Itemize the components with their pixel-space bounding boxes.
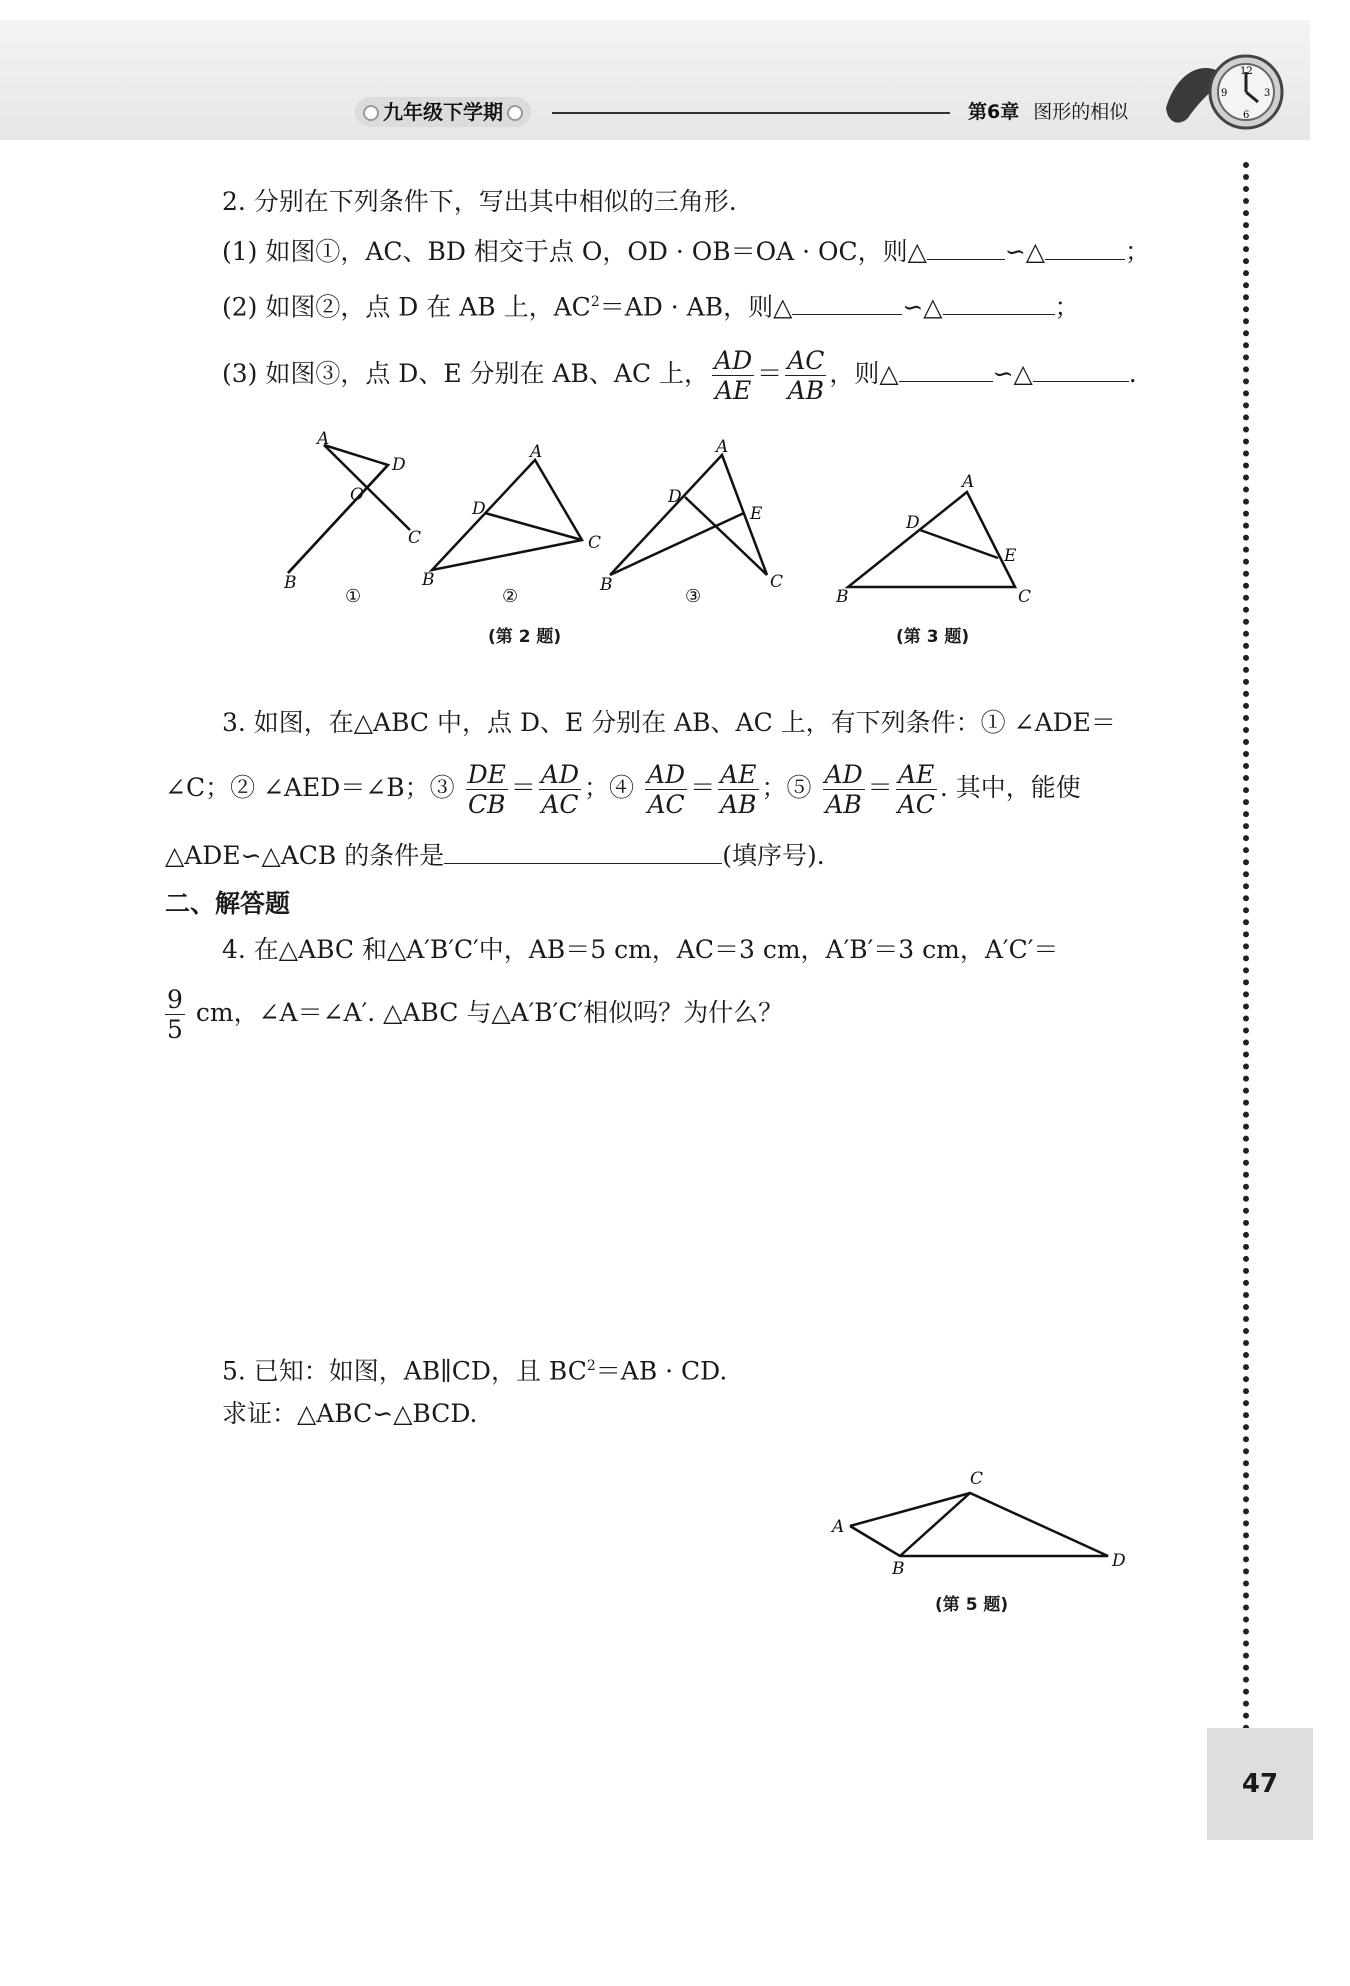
- q3-text: . 其中，能使: [939, 773, 1081, 802]
- q2-q3-figures: [270, 430, 1050, 630]
- fig2-triangle: [432, 460, 582, 570]
- frac-num: AD: [646, 760, 686, 789]
- fig3-line-be: [610, 513, 744, 575]
- svg-text:A: A: [962, 472, 975, 492]
- q3-caption: (第 3 题): [896, 627, 970, 647]
- fraction: [539, 760, 581, 819]
- q2-part3-text-b: ，则△: [829, 359, 899, 388]
- q5-line1: [222, 1346, 727, 1391]
- svg-text:A: A: [530, 442, 543, 462]
- answer-blank[interactable]: [444, 837, 722, 864]
- header-rule: [552, 112, 950, 114]
- fig1-line-a-d-b: [288, 445, 388, 573]
- svg-text:A: A: [832, 1517, 845, 1537]
- frac-den: AC: [541, 790, 579, 819]
- section-heading: 二、解答题: [165, 889, 291, 918]
- page-number: 47: [1207, 1728, 1313, 1840]
- q2-part3-text: (3) 如图③，点 D、E 分别在 AB、AC 上，: [222, 359, 710, 388]
- q3-line1: 3. 如图，在△ABC 中，点 D、E 分别在 AB、AC 上，有下列条件：① ∠ADE＝: [222, 708, 1116, 737]
- fraction: [785, 346, 826, 405]
- equals: ＝: [757, 359, 783, 388]
- svg-text:E: E: [1004, 546, 1017, 566]
- fraction: [823, 760, 865, 819]
- q3-text: △ADE∽△ACB 的条件是: [165, 841, 445, 870]
- frac-den: AC: [647, 790, 685, 819]
- q5-text: 5. 已知：如图，AB∥CD，且 BC: [222, 1356, 587, 1386]
- svg-text:D: D: [1112, 1551, 1126, 1571]
- answer-blank[interactable]: [792, 288, 902, 315]
- fraction: [645, 760, 687, 819]
- svg-text:D: D: [392, 455, 406, 475]
- svg-text:D: D: [906, 513, 920, 533]
- svg-text:O: O: [350, 485, 364, 505]
- similar-symbol: ∽△: [902, 292, 943, 322]
- chapter-number: 第6章: [968, 101, 1020, 123]
- similar-symbol: ∽△: [1004, 237, 1046, 266]
- svg-text:C: C: [408, 528, 422, 548]
- q4-line2: [165, 985, 783, 1044]
- svg-text:A: A: [716, 437, 729, 457]
- svg-text:9: 9: [1221, 88, 1228, 99]
- svg-text:3: 3: [1264, 88, 1271, 99]
- fig1-label: ①: [345, 586, 362, 607]
- fig3-label: ③: [685, 586, 702, 607]
- svg-text:B: B: [892, 1559, 905, 1579]
- frac-den: AB: [720, 790, 757, 819]
- q5-text: ＝AB · CD.: [595, 1356, 728, 1386]
- svg-text:6: 6: [1243, 110, 1250, 121]
- frac-den: CB: [467, 790, 506, 819]
- frac-num: DE: [467, 760, 506, 789]
- q2-part2-text-b: ＝AD · AB，则△: [599, 292, 793, 322]
- frac-den: AE: [714, 376, 752, 405]
- q2-title: 2. 分别在下列条件下，写出其中相似的三角形.: [222, 187, 737, 216]
- punct: .: [1128, 359, 1137, 388]
- svg-text:B: B: [600, 575, 613, 595]
- q3-text: (填序号).: [722, 841, 825, 870]
- svg-text:B: B: [836, 587, 849, 607]
- punct: ；: [1125, 237, 1151, 266]
- answer-blank[interactable]: [927, 233, 1005, 260]
- q3-triangle: [848, 492, 1015, 587]
- svg-text:A: A: [317, 430, 330, 449]
- fig1-line-db: [288, 465, 388, 573]
- superscript: 2: [590, 294, 600, 310]
- frac-den: AC: [897, 790, 935, 819]
- q5-quad: [850, 1493, 1108, 1556]
- fraction: [718, 760, 758, 819]
- frac-num: AE: [896, 760, 937, 790]
- answer-blank[interactable]: [1033, 355, 1129, 382]
- answer-blank[interactable]: [899, 355, 993, 382]
- frac-den: AB: [825, 790, 862, 819]
- chapter-label: [968, 97, 1128, 127]
- svg-text:D: D: [668, 487, 682, 507]
- frac-num: AE: [718, 760, 758, 790]
- punct: ；: [1054, 292, 1080, 322]
- fig2-label: ②: [502, 586, 519, 607]
- margin-dotted-line: [1243, 162, 1249, 1732]
- q3-text: ；⑤: [761, 773, 812, 802]
- q2-part1-text: (1) 如图①，AC、BD 相交于点 O，OD · OB＝OA · OC，则△: [222, 237, 927, 266]
- q3-line2: [165, 760, 1081, 819]
- pill-dot-left-icon: [363, 105, 379, 121]
- frac-num: AD: [714, 346, 753, 375]
- q5-line2: 求证：△ABC∽△BCD.: [222, 1399, 478, 1428]
- svg-text:C: C: [588, 533, 602, 553]
- answer-blank[interactable]: [943, 288, 1055, 315]
- svg-text:12: 12: [1240, 66, 1253, 77]
- fraction: [712, 346, 754, 405]
- svg-text:B: B: [284, 573, 297, 593]
- frac-num: AD: [824, 760, 863, 789]
- fig3-sides: [610, 455, 767, 575]
- svg-text:C: C: [1018, 587, 1032, 607]
- q3-text: ∠C；② ∠AED＝∠B；③: [165, 773, 455, 802]
- frac-den: 5: [167, 1015, 183, 1044]
- answer-blank[interactable]: [1045, 233, 1125, 260]
- q2-part1: [222, 232, 1150, 272]
- frac-num: AD: [540, 760, 580, 789]
- q4-line1: 4. 在△ABC 和△A′B′C′中，AB＝5 cm，AC＝3 cm，A′B′＝3 cm，A′C′＝: [222, 935, 1059, 964]
- fraction: [466, 760, 508, 819]
- q4-text: cm，∠A＝∠A′. △ABC 与△A′B′C′相似吗？为什么？: [195, 998, 784, 1027]
- grade-label: [355, 97, 531, 127]
- clock-icon: [1158, 48, 1288, 138]
- fraction: [165, 985, 185, 1044]
- svg-text:D: D: [472, 499, 486, 519]
- q2-part2-text: (2) 如图②，点 D 在 AB 上，AC: [222, 292, 591, 322]
- q5-figure: [820, 1460, 1140, 1580]
- svg-text:C: C: [770, 572, 784, 592]
- svg-text:B: B: [422, 570, 435, 590]
- q2-part2: [222, 282, 1080, 327]
- equals: ＝: [867, 773, 893, 802]
- fraction: [896, 760, 937, 819]
- grade-text: 九年级下学期: [383, 100, 503, 124]
- pill-dot-right-icon: [507, 105, 523, 121]
- svg-text:E: E: [750, 504, 763, 524]
- chapter-title: 图形的相似: [1033, 101, 1129, 123]
- equals: ＝: [510, 773, 536, 802]
- svg-text:C: C: [970, 1469, 984, 1489]
- superscript: 2: [586, 1358, 596, 1374]
- q3-text: ；④: [584, 773, 635, 802]
- frac-den: AB: [787, 376, 824, 405]
- similar-symbol: ∽△: [992, 359, 1033, 388]
- q3-line-de: [920, 530, 998, 558]
- q2-caption: (第 2 题): [488, 627, 562, 647]
- page-header: [0, 0, 1350, 140]
- frac-num: 9: [167, 985, 183, 1014]
- frac-num: AC: [787, 346, 825, 375]
- q2-part3: [222, 346, 1137, 405]
- q5-caption: (第 5 题): [935, 1595, 1009, 1615]
- q3-line3: [165, 836, 825, 876]
- equals: ＝: [690, 773, 716, 802]
